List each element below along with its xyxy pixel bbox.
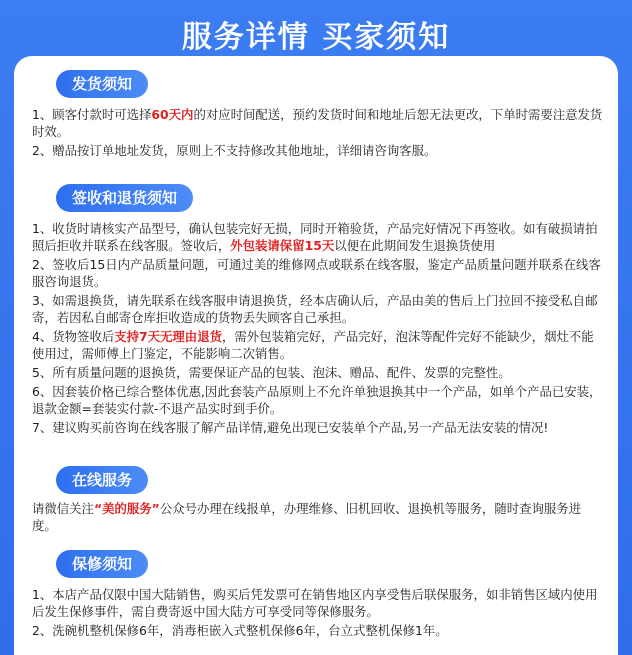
online-item-1: 请微信关注“美的服务”公众号办理在线报单，办理维修、旧机回收、退换机等服务，随时查询服务进度。 [32, 501, 582, 533]
returns-item-7: 7、建议购买前咨询在线客服了解产品详情,避免出现已安装单个产品,另一产品无法安装的情况! [32, 420, 549, 435]
highlight-packaging: 外包装请保留15天 [230, 238, 335, 253]
section-title-online: 在线服务 [56, 466, 148, 494]
warranty-item-2: 2、洗碗机整机保修6年，消毒柜嵌入式整机保修6年，台立式整机保修1年。 [32, 623, 448, 638]
shipping-item-1: 1、顾客付款时可选择60天内的对应时间配送，预约发货时间和地址后恕无法更改，下单时需要注意发货时效。 [32, 107, 603, 139]
returns-item-2: 2、签收后15日内产品质量问题，可通过美的维修网点或联系在线客服，鉴定产品质量问题并联系在线客服咨询退货。 [32, 257, 601, 289]
returns-item-6: 6、因套装价格已综合整体优惠,因此套装产品原则上不允许单独退换其中一个产品，如单个产品已安装，退款金额=套装实付款-不退产品实时到手价。 [32, 384, 602, 416]
returns-item-5: 5、所有质量问题的退换货，需要保证产品的包装、泡沫、赠品、配件、发票的完整性。 [32, 365, 511, 380]
returns-item-1: 1、收货时请核实产品型号，确认包装完好无损，同时开箱验货，产品完好情况下再签收。如有破损请拍照后拒收并联系在线客服。签收后，外包装请保留15天以便在此期间发生退换货使用 [32, 221, 598, 253]
content-card [14, 56, 618, 655]
section-title-warranty: 保修须知 [56, 550, 148, 578]
shipping-item-2: 2、赠品按订单地址发货，原则上不支持修改其他地址，详细请咨询客服。 [32, 143, 437, 158]
highlight-7-day-return: 支持7天无理由退货 [114, 329, 222, 344]
section-title-shipping: 发货须知 [56, 70, 148, 98]
section-title-returns: 签收和退货须知 [56, 184, 193, 212]
highlight-wechat-account: “美的服务” [93, 501, 160, 516]
returns-item-3: 3、如需退换货，请先联系在线客服申请退换货，经本店确认后，产品由美的售后上门拉回不接受私自邮寄，若因私自邮寄仓库拒收造成的货物丢失顾客自己承担。 [32, 293, 598, 325]
page-title: 服务详情 买家须知 [181, 20, 451, 55]
warranty-item-1: 1、本店产品仅限中国大陆销售，购买后凭发票可在销售地区内享受售后联保服务，如非销售区域内使用后发生保修事件，需自费寄返中国大陆方可享受同等保修服务。 [32, 587, 598, 619]
returns-item-4: 4、货物签收后支持7天无理由退货，需外包装箱完好，产品完好，泡沫等配件完好不能缺少，烟灶不能使用过，需师傅上门鉴定，不能影响二次销售。 [32, 329, 594, 361]
highlight-delivery-window: 60天内 [151, 107, 194, 122]
